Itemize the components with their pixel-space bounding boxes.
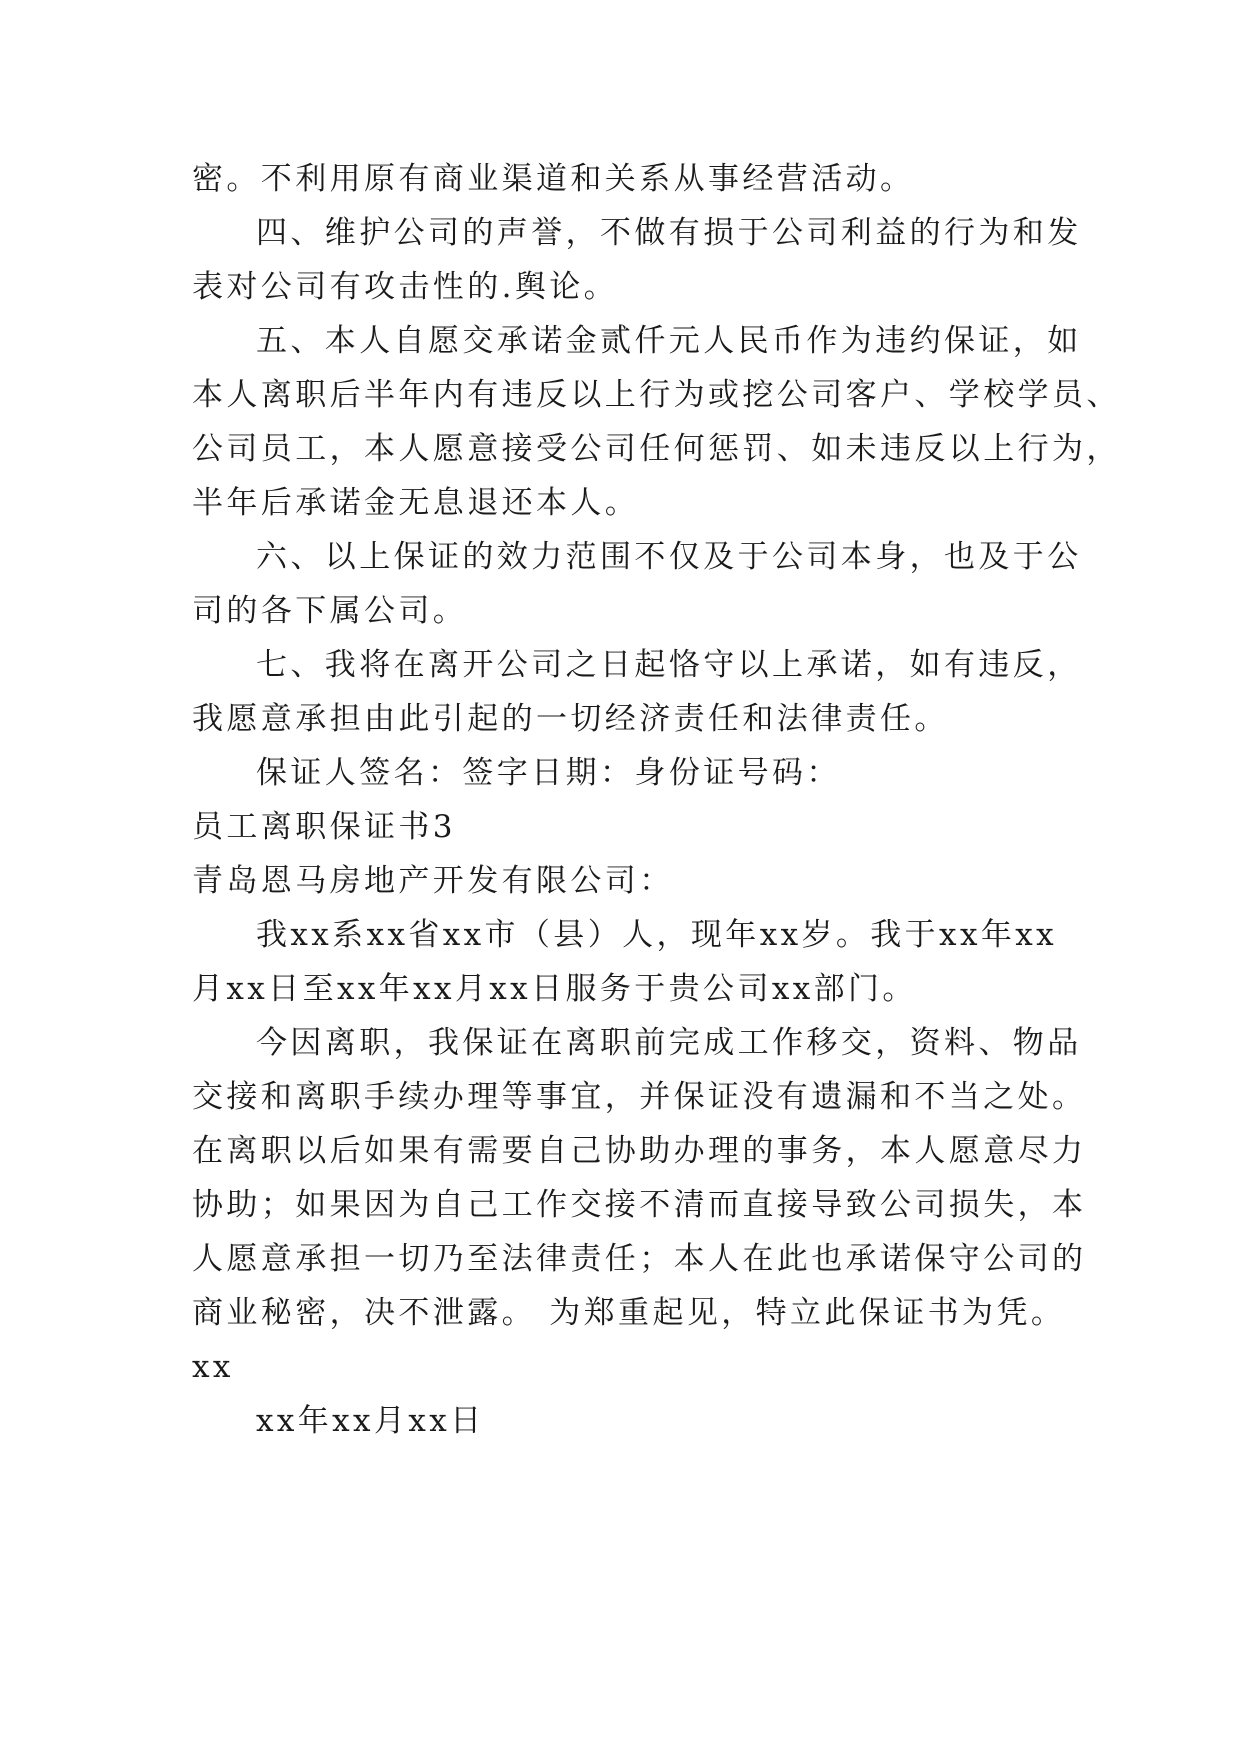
text-line: 月xx日至xx年xx月xx日服务于贵公司xx部门。 <box>192 971 917 1007</box>
text-line: 交接和离职手续办理等事宜，并保证没有遗漏和不当之处。 <box>192 1079 1087 1115</box>
text-line: 我愿意承担由此引起的一切经济责任和法律责任。 <box>192 701 949 737</box>
text-line: 今因离职，我保证在离职前完成工作移交，资料、物品 <box>256 1025 1082 1061</box>
text-line: 六、以上保证的效力范围不仅及于公司本身，也及于公 <box>256 539 1082 575</box>
text-line: 密。不利用原有商业渠道和关系从事经营活动。 <box>192 161 915 197</box>
text-line: 五、本人自愿交承诺金贰仟元人民币作为违约保证，如 <box>256 323 1082 359</box>
text-line: 七、我将在离开公司之日起恪守以上承诺，如有违反， <box>256 647 1082 683</box>
addressee-line: 青岛恩马房地产开发有限公司： <box>192 863 674 899</box>
text-line: 四、维护公司的声誉，不做有损于公司利益的行为和发 <box>256 215 1082 251</box>
text-line: 本人离职后半年内有违反以上行为或挖公司客户、学校学员、 <box>192 377 1121 413</box>
text-line: 人愿意承担一切乃至法律责任；本人在此也承诺保守公司的 <box>192 1241 1087 1277</box>
text-line: 司的各下属公司。 <box>192 593 468 629</box>
signature-fields-line: 保证人签名：签字日期：身份证号码： <box>256 755 841 791</box>
section-heading: 员工离职保证书3 <box>192 809 456 845</box>
document-body <box>192 152 1121 1448</box>
text-line: 商业秘密，决不泄露。 为郑重起见，特立此保证书为凭。 <box>192 1295 1066 1331</box>
text-line: 协助；如果因为自己工作交接不清而直接导致公司损失，本 <box>192 1187 1087 1223</box>
text-line: 公司员工，本人愿意接受公司任何惩罚、如未违反以上行为， <box>192 431 1121 467</box>
text-line: 表对公司有攻击性的.舆论。 <box>192 269 619 305</box>
signer-name-line: xx <box>192 1349 234 1385</box>
text-line: 在离职以后如果有需要自己协助办理的事务，本人愿意尽力 <box>192 1133 1087 1169</box>
text-line: 我xx系xx省xx市（县）人，现年xx岁。我于xx年xx <box>256 917 1057 953</box>
date-line: xx年xx月xx日 <box>256 1403 485 1439</box>
text-line: 半年后承诺金无息退还本人。 <box>192 485 640 521</box>
